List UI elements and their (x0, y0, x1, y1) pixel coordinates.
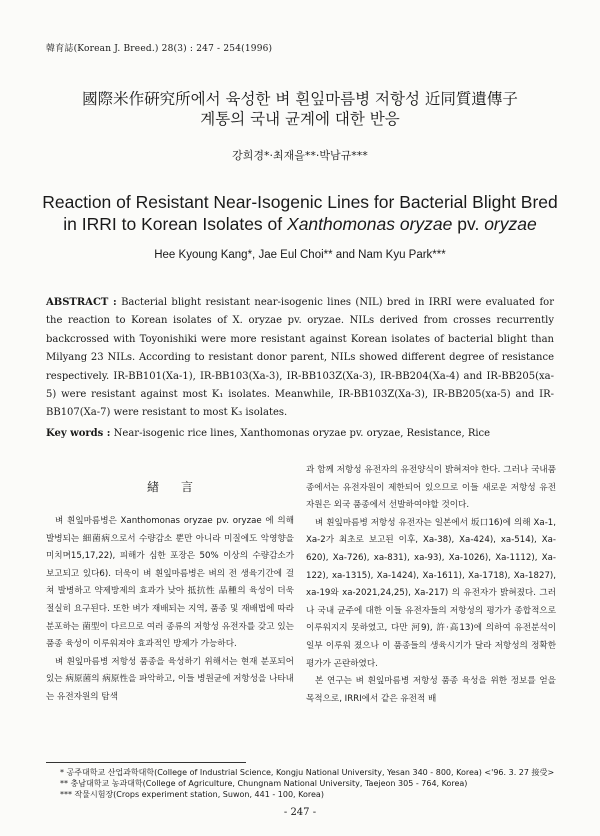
korean-authors: 강희경*·최재을**·박남규*** (232, 149, 368, 162)
journal-citation: 韓育誌(Korean J. Breed.) 28(3) : 247 - 254(1996) (46, 44, 273, 54)
english-title-line-2-start: in IRRI to Korean Isolates of (63, 214, 288, 234)
footnotes (60, 767, 560, 800)
left-column (46, 478, 294, 707)
english-authors: Hee Kyoung Kang*, Jae Eul Choi** and Nam Kyu Park*** (154, 249, 446, 261)
right-paragraph-1: 과 함께 저항성 유전자의 유전양식이 밝혀져야 한다. 그러나 국내품종에서는 유전자원이 제한되어 있으므로 이들 새로운 저항성 유전자원은 외국 품종에서 선발하여야할 것이다. (306, 465, 556, 511)
keywords (46, 428, 554, 439)
footnote-2: ** 충남대학교 농과대학(College of Agriculture, Chungnam National University, Taejeon 305 - 764, Korea) (60, 779, 468, 788)
right-paragraph-3: 본 연구는 벼 흰잎마름병 저항성 품종 육성을 위한 정보를 얻을 목적으로, IRRI에서 같은 유전적 배 (306, 676, 556, 704)
keywords-label: Key words : (46, 428, 111, 439)
english-title-line-1: Reaction of Resistant Near-Isogenic Lines for Bacterial Blight Bred (42, 192, 558, 212)
english-title-line-2 (0, 213, 600, 235)
right-column-body (306, 462, 556, 708)
abstract (46, 294, 554, 423)
page-number: - 247 - (283, 807, 317, 818)
footnote-divider (46, 762, 246, 763)
korean-title-line-1: 國際米作硏究所에서 육성한 벼 흰잎마름병 저항성 近同質遺傳子 (82, 90, 518, 108)
right-paragraph-2: 벼 흰잎마름병 저항성 유전자는 일본에서 坂口16)에 의해 Xa-1, Xa-2가 최초로 보고된 이후, Xa-38), Xa-424), xa-514), Xa-620), Xa-726), xa-831), xa-93), Xa-1026), Xa-1112), Xa-122), xa-1315), Xa-1424), Xa-1611), Xa-1718), Xa-1827), xa-19와 xa-2021,24,25), Xa-217) 의 유전자가 밝혀졌다. 그러나 국내 균주에 대한 이들 유전자들의 저항성의 평가가 종합적으로 이루워지지 못하였고, 다만 河9), 許·高13)에 의하여 유전분석이 일부 이루워 졌으나 이 품종들의 생육시기가 달라 저항성의 정확한 평가가 곤란하였다. (306, 517, 556, 669)
right-column (306, 462, 556, 708)
left-paragraph-1: 벼 흰잎마름병은 Xanthomonas oryzae pv. oryzae 에 의해 발병되는 細菌病으로서 수량감소 뿐만 아니라 미질에도 악영향을 미치며15,17,22), 피해가 심한 포장은 50% 이상의 수량감소가 보고되고 있다6). 더욱이 벼 흰잎마름병은 벼의 전 생육기간에 걸쳐 발병하고 약제방제의 효과가 낮아 抵抗性 品種의 육성이 더욱 절실히 요구된다. 또한 벼가 재배되는 지역, 품종 및 재배법에 따라 분포하는 菌型이 다르므로 여러 종류의 저항성 유전자를 갖고 있는 품종 육성이 이루워져야 효과적인 방제가 가능하다. (46, 516, 294, 650)
pathovar-name: oryzae (484, 214, 537, 234)
keywords-text: Near-isogenic rice lines, Xanthomonas oryzae pv. oryzae, Resistance, Rice (113, 428, 491, 439)
abstract-label: ABSTRACT : (46, 297, 117, 308)
english-title (0, 191, 600, 235)
footnote-1: * 공주대학교 산업과학대학(College of Industrial Science, Kongju National University, Yesan 340 - 800, Korea) <'96. 3. 27 接受> (60, 768, 555, 777)
pathovar-abbrev: pv. (452, 214, 485, 234)
abstract-text: Bacterial blight resistant near-isogenic lines (NIL) bred in IRRI were evaluated for the reaction to Korean isolates of X. oryzae pv. oryzae. NILs derived from crosses recurrently backcrossed with Toyonishiki were more resistant against Korean isolates of bacterial blight than Milyang 23 NILs. According to resistant donor parent, NILs showed different degree of resistance respectively. IR-BB101(Xa-1), IR-BB103(Xa-3), IR-BB103Z(Xa-3), IR-BB204(Xa-4) and IR-BB205(xa-5) were resistant against most K₁ isolates. Meanwhile, IR-BB103Z(Xa-3), IR-BB205(xa-5) and IR-BB107(Xa-7) were resistant to most K₃ isolates. (46, 297, 554, 419)
left-paragraph-2: 벼 흰잎마름병 저항성 품종을 육성하기 위해서는 현재 분포되어 있는 病原菌의 病原性을 파악하고, 이들 병원균에 저항성을 나타내는 유전자원의 탐색 (46, 656, 294, 702)
korean-title-line-2: 계통의 국내 균계에 대한 반응 (200, 110, 400, 128)
left-column-body (46, 513, 294, 707)
footnote-3: *** 작물시험장(Crops experiment station, Suwon, 441 - 100, Korea) (60, 790, 324, 799)
korean-title (0, 89, 600, 129)
species-name: Xanthomonas oryzae (287, 214, 453, 234)
section-title-introduction: 緖言 (146, 480, 215, 494)
